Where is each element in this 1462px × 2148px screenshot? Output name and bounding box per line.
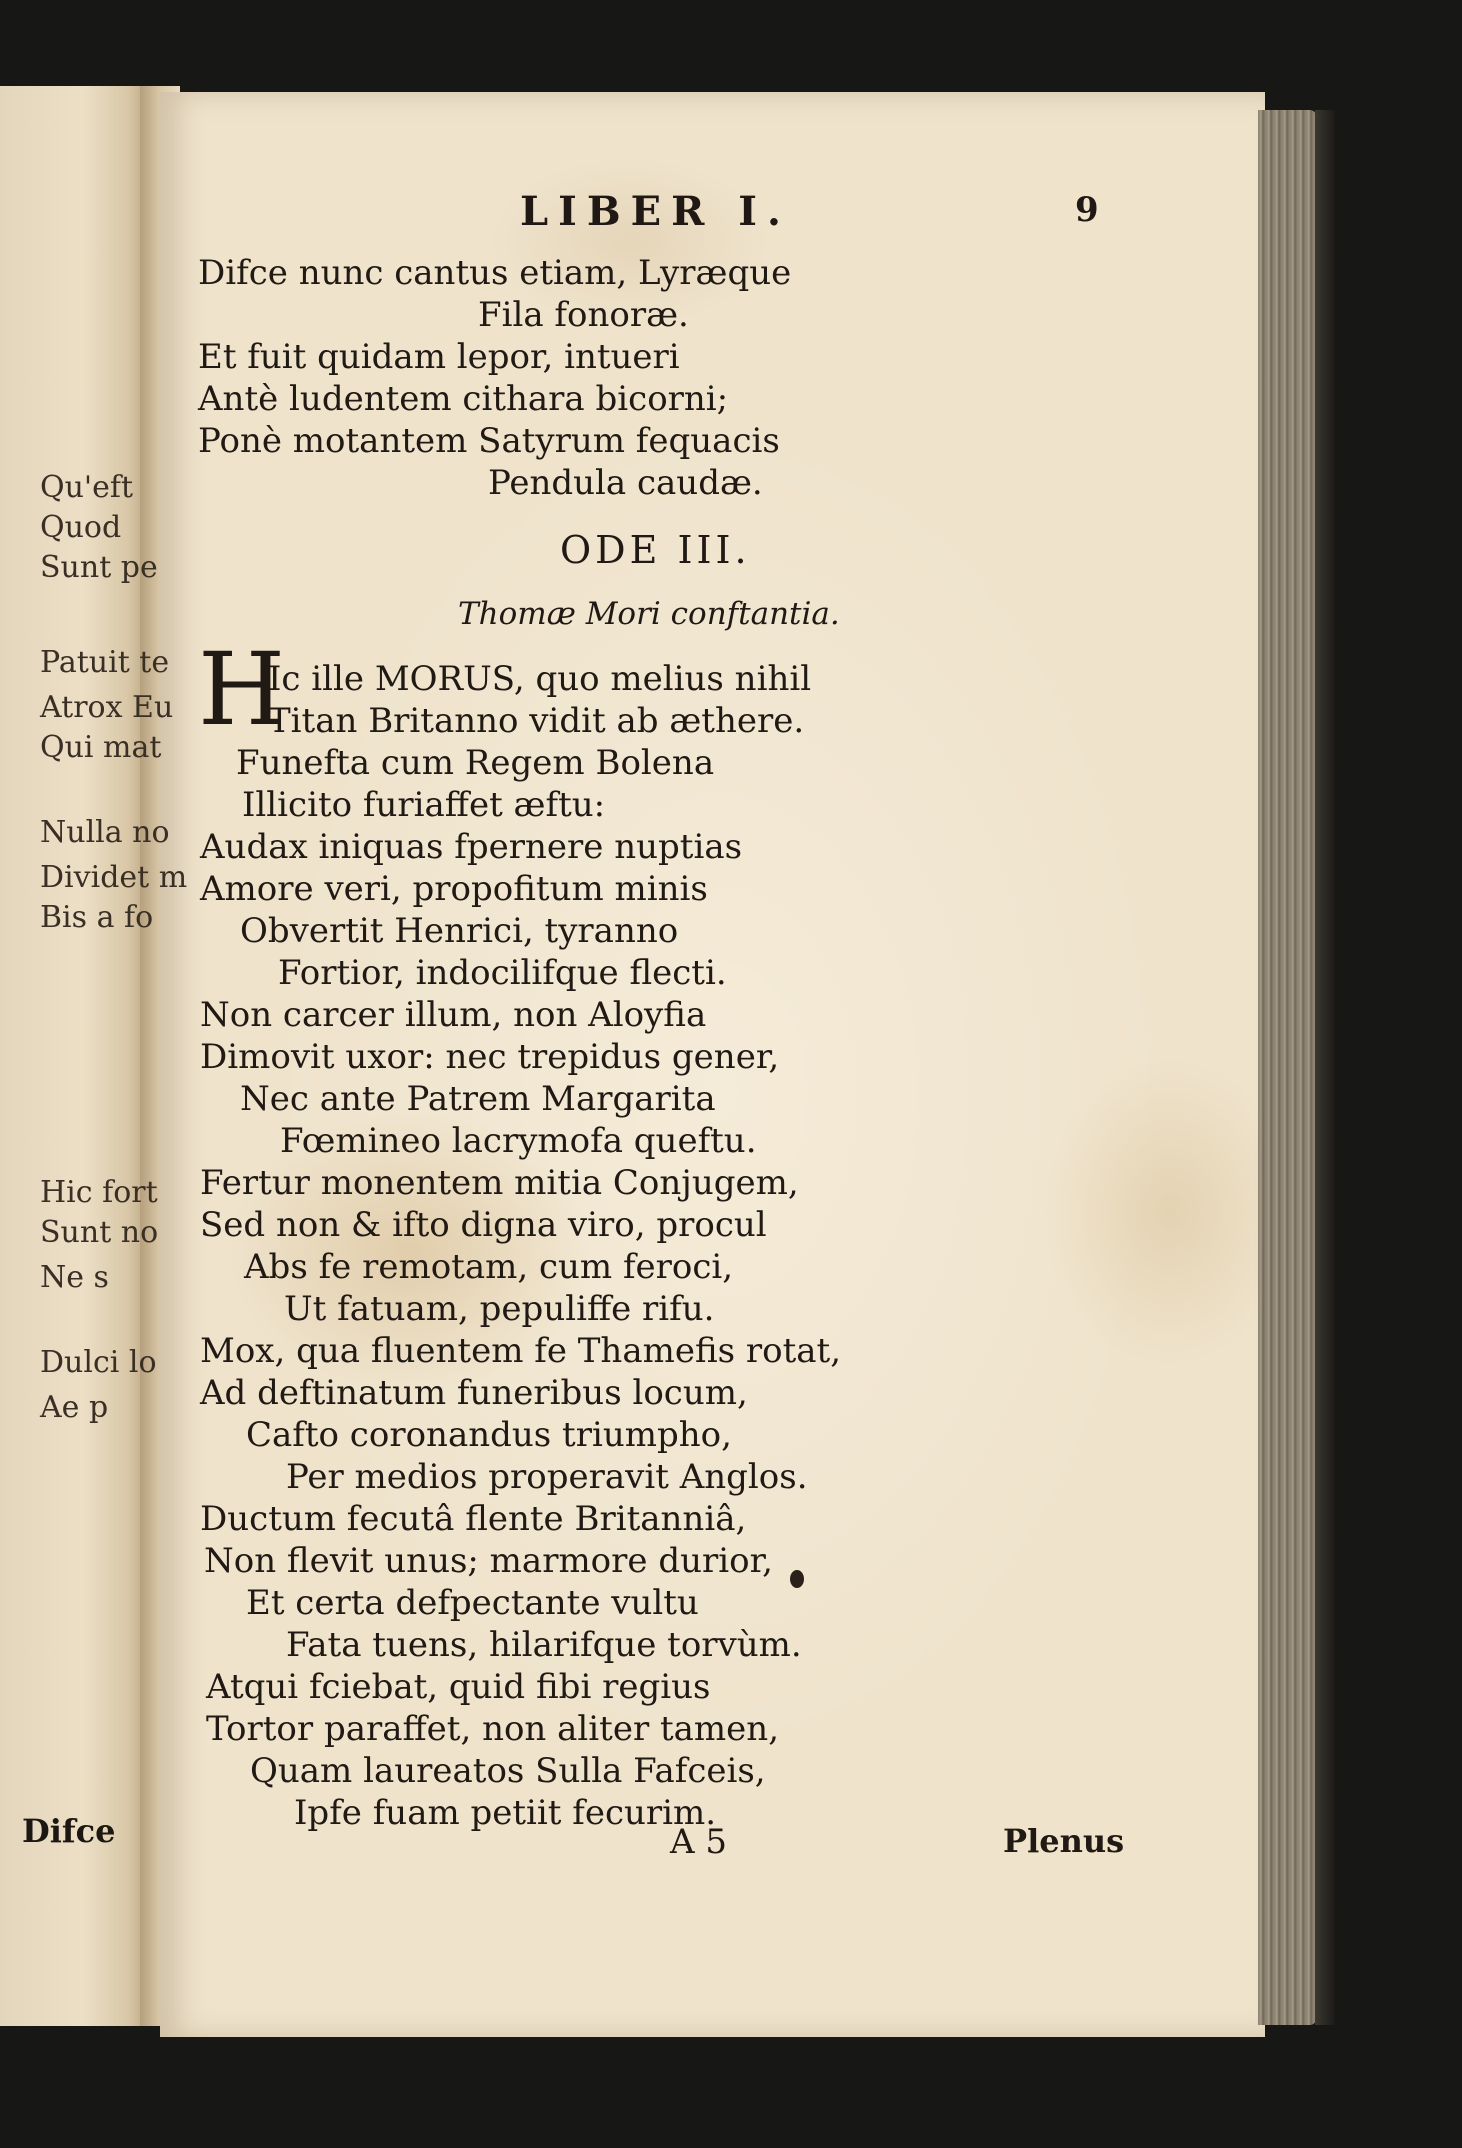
verse-line: Non carcer illum, non Aloyfia	[200, 995, 707, 1035]
verse-line: Illicito furiaffet æftu:	[242, 785, 606, 825]
verse-line: Fertur monentem mitia Conjugem,	[200, 1163, 799, 1203]
left-page	[0, 86, 150, 2026]
drop-cap: H	[198, 631, 286, 748]
left-fragment: Patuit te	[40, 645, 170, 680]
left-fragment: Sunt no	[40, 1215, 159, 1250]
left-fragment: Qu'eft	[40, 470, 134, 505]
verse-line: Cafto coronandus triumpho,	[246, 1415, 732, 1455]
left-fragment: Bis a fo	[40, 900, 154, 935]
left-fragment: Ne s	[40, 1260, 109, 1295]
left-fragment: Qui mat	[40, 730, 162, 765]
verse-line: Difce nunc cantus etiam, Lyræque	[198, 253, 792, 293]
verse-line: Et fuit quidam lepor, intueri	[198, 337, 680, 377]
verse-line: Dimovit uxor: nec trepidus gener,	[200, 1037, 780, 1077]
verse-line: Antè ludentem cithara bicorni;	[198, 379, 729, 419]
verse-line: Fata tuens, hilarifque torvùm.	[286, 1625, 802, 1665]
verse-line: Obvertit Henrici, tyranno	[240, 911, 679, 951]
verse-line: Nec ante Patrem Margarita	[240, 1079, 716, 1119]
verse-line: Fortior, indocilifque flecti.	[278, 953, 727, 993]
left-fragment: Nulla no	[40, 815, 170, 850]
signature-mark: A 5	[670, 1822, 727, 1862]
page-edges	[1258, 110, 1316, 2025]
verse-line: Per medios properavit Anglos.	[286, 1457, 808, 1497]
verse-line: Ad deftinatum funeribus locum,	[200, 1373, 748, 1413]
verse-line: Quam laureatos Sulla Fafceis,	[250, 1751, 766, 1791]
verse-line: Ductum fecutâ flente Britanniâ,	[200, 1499, 747, 1539]
catchword: Plenus	[1003, 1822, 1125, 1860]
verse-line: Ut fatuam, pepuliffe rifu.	[284, 1289, 715, 1329]
page-edge-shadow	[1315, 110, 1335, 2025]
left-fragment: Sunt pe	[40, 550, 158, 585]
verse-line: Tortor paraffet, non aliter tamen,	[206, 1709, 780, 1749]
verse-line: Pendula caudæ.	[488, 463, 763, 503]
left-fragment: Dividet m	[40, 860, 188, 895]
verse-line: Fila fonoræ.	[478, 295, 689, 335]
running-head: LIBER I.	[520, 188, 791, 235]
ode-subtitle: Thomæ Mori conftantia.	[458, 596, 840, 632]
verse-line: Atqui fciebat, quid fibi regius	[206, 1667, 711, 1707]
verse-line: Et certa defpectante vultu	[246, 1583, 699, 1623]
left-fragment: Ae p	[40, 1390, 109, 1425]
verse-line: Non flevit unus; marmore durior,	[204, 1541, 773, 1581]
verse-line: Titan Britanno vidit ab æthere.	[268, 701, 805, 741]
left-fragment: Atrox Eu	[40, 690, 174, 725]
verse-line: Sed non & ifto digna viro, procul	[200, 1205, 767, 1245]
verse-line: Ipfe fuam petiit fecurim.	[294, 1793, 717, 1833]
verse-line: Audax iniquas fpernere nuptias	[200, 827, 743, 867]
verse-line: Mox, qua fluentem fe Thamefis rotat,	[200, 1331, 842, 1371]
left-fragment: Quod	[40, 510, 122, 545]
left-fragment: Dulci lo	[40, 1345, 157, 1380]
ink-blot	[790, 1570, 804, 1588]
left-fragment: Hic fort	[40, 1175, 158, 1210]
page-number: 9	[1075, 190, 1099, 230]
left-catchword: Difce	[22, 1812, 116, 1850]
ode-title: ODE III.	[560, 528, 751, 572]
verse-line: Ponè motantem Satyrum fequacis	[198, 421, 780, 461]
verse-line: Amore veri, propofitum minis	[200, 869, 708, 909]
verse-line: Funefta cum Regem Bolena	[236, 743, 715, 783]
verse-line: Fœmineo lacrymofa queftu.	[280, 1121, 757, 1161]
verse-line: Abs fe remotam, cum feroci,	[244, 1247, 734, 1287]
verse-line: Ic ille MORUS, quo melius nihil	[268, 659, 812, 699]
